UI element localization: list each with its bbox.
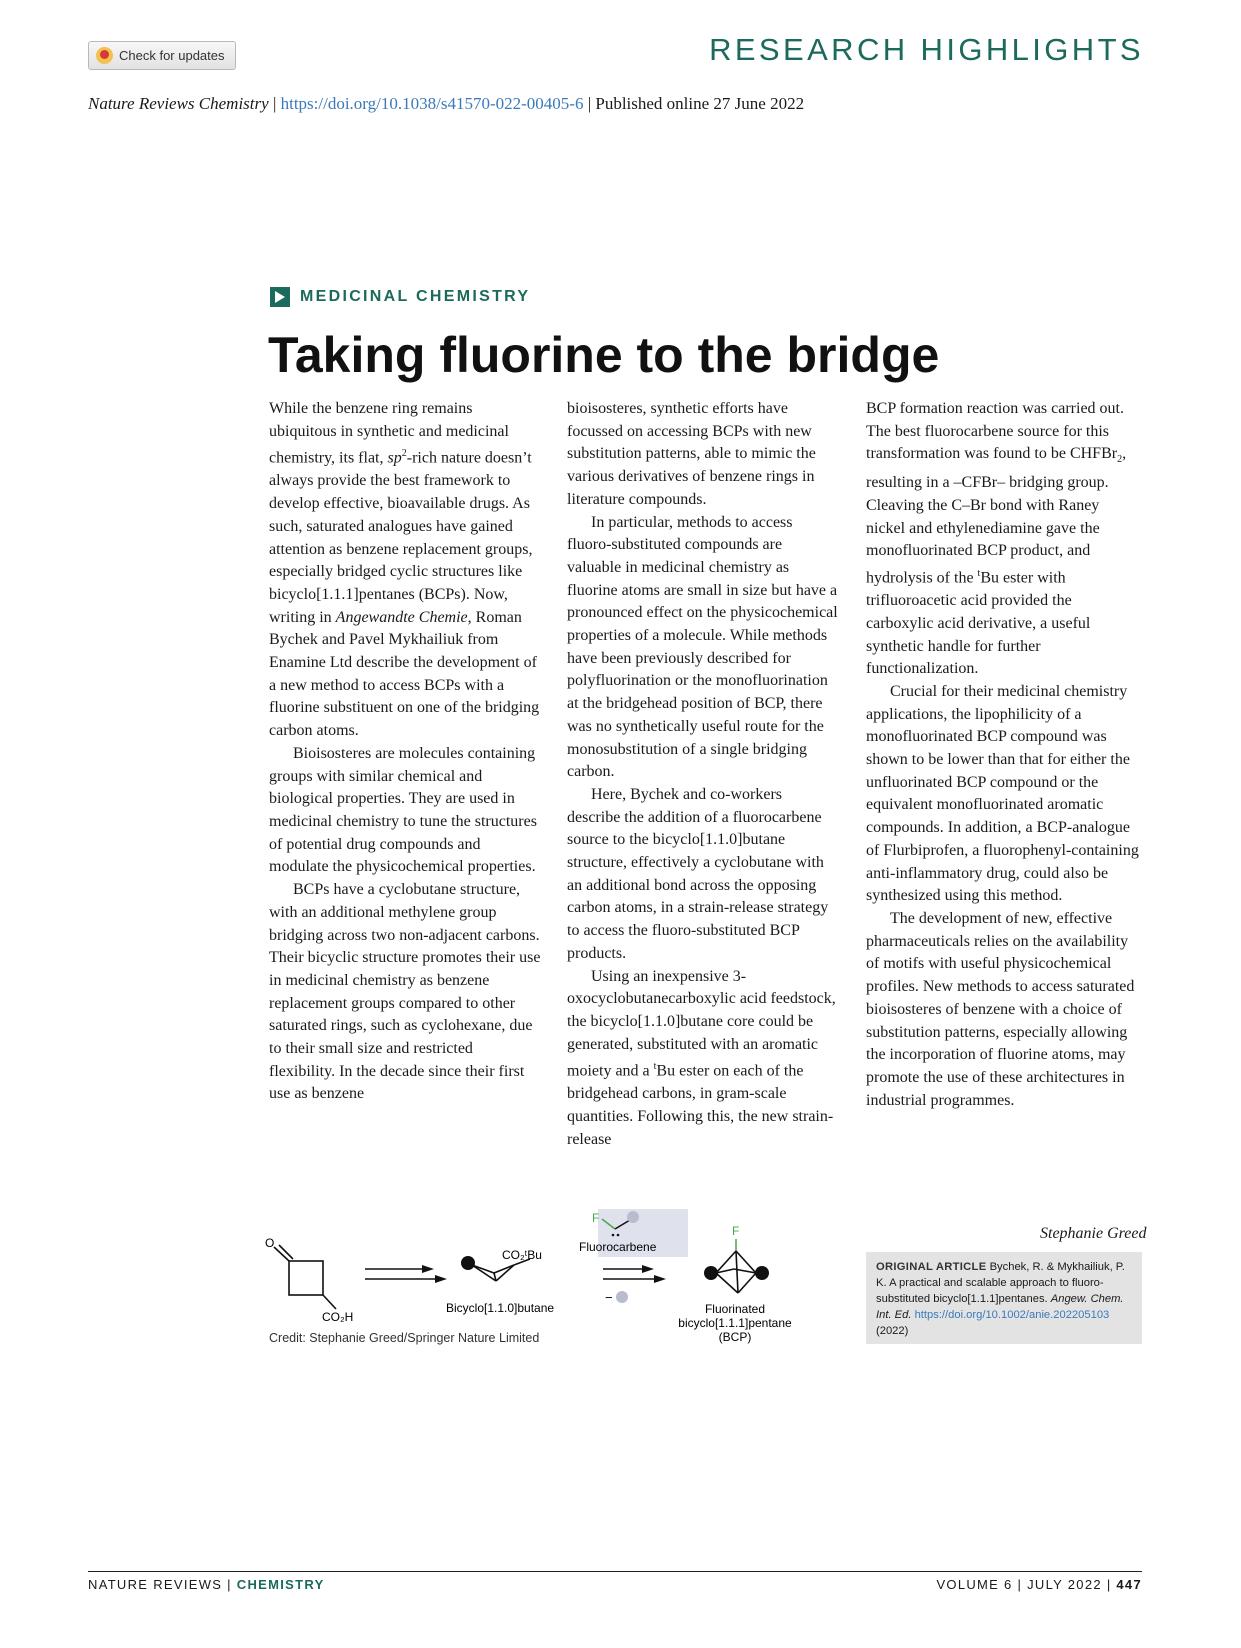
citation-line xyxy=(88,94,804,114)
figure-credit: Credit: Stephanie Greed/Springer Nature Limited xyxy=(269,1331,540,1345)
article-title: Taking fluorine to the bridge xyxy=(268,327,940,383)
doi-link[interactable]: https://doi.org/10.1038/s41570-022-00405-6 xyxy=(280,94,584,113)
paragraph: BCPs have a cyclobutane structure, with an additional methylene group bridging across two non-adjacent carbons. Their bicyclic structure promotes their use in medicinal chemistry as benzene replacement groups compared to other saturated rings, such as cyclohexane, due to their small size and restricted flexibility. In the decade since their first use as benzene xyxy=(269,881,541,1103)
original-article-title: A practical and scalable approach to fluoro-substituted bicyclo[1.1.1]pentanes. xyxy=(876,1277,1104,1305)
arrowhead-1b xyxy=(435,1275,447,1283)
footer-separator: | xyxy=(222,1577,237,1592)
arrow-right-icon xyxy=(270,287,290,307)
original-article-doi-link[interactable]: https://doi.org/10.1002/anie.202205103 xyxy=(914,1309,1110,1321)
carbene-f-bond xyxy=(602,1219,615,1229)
original-article-journal: Angew. Chem. Int. Ed. xyxy=(876,1293,1124,1321)
bicyclobutane-structure xyxy=(472,1259,530,1281)
product-label-line-2: bicyclo[1.1.1]pentane xyxy=(678,1316,792,1330)
lone-pair-dot xyxy=(617,1234,620,1237)
bicyclobutane-label: Bicyclo[1.1.0]butane xyxy=(446,1301,555,1315)
carbene-fluorine-label: F xyxy=(592,1211,600,1225)
product-fluorine-label: F xyxy=(732,1224,740,1238)
section-header: RESEARCH HIGHLIGHTS xyxy=(709,32,1144,67)
arrowhead-2b xyxy=(654,1275,666,1283)
page-number: 447 xyxy=(1116,1577,1142,1592)
product-label-line-1: Fluorinated xyxy=(704,1302,766,1316)
original-article-box xyxy=(866,1252,1142,1344)
separator: | xyxy=(583,94,596,113)
body-column-3 xyxy=(866,398,1142,1112)
removal-sign: − xyxy=(605,1290,613,1305)
check-for-updates-button[interactable] xyxy=(88,41,236,70)
paragraph: bioisosteres, synthetic efforts have focussed on accessing BCPs with new substitution patterns, able to mimic the various derivatives of benzene rings in literature compounds. xyxy=(567,400,816,508)
paragraph: Using an inexpensive 3-oxocyclobutanecarboxylic acid feedstock, the bicyclo[1.1.0]butane core could be generated, substituted with an aromatic moiety and a $^t$Bu ester on each of the bridgehead carbons, in gram-scale quantities. Following this, the new strain-release xyxy=(567,967,836,1148)
journal-name: Nature Reviews Chemistry xyxy=(88,94,269,113)
tert-butyl-ester-label: CO₂ᵗBu xyxy=(502,1248,542,1262)
paragraph: The development of new, effective pharmaceuticals relies on the availability of motifs with useful physicochemical profiles. New methods to access saturated bioisosteres of benzene with a choice of substitution patterns, especially allowing the incorporation of fluorine atoms, may promote the use of these architectures in industrial programmes. xyxy=(866,909,1135,1109)
product-label-line-3: (BCP) xyxy=(718,1330,752,1344)
original-article-year: (2022) xyxy=(876,1325,909,1337)
carbene-substituent-marker xyxy=(627,1211,639,1223)
aryl-group-marker xyxy=(461,1256,475,1270)
removed-group-marker xyxy=(616,1291,628,1303)
body-column-1 xyxy=(269,398,541,1106)
category-label: MEDICINAL CHEMISTRY xyxy=(300,288,531,305)
starting-material-structure xyxy=(274,1245,336,1309)
carbene-c-bond xyxy=(615,1220,630,1229)
paragraph: Here, Bychek and co-workers describe the addition of a fluorocarbene source to the bicyclo[1.1.0]butane structure, effectively a cyclobutane with an additional bond across the opposing carbon atoms, in a strain-release strategy to access the fluoro-substituted BCP products. xyxy=(567,785,829,962)
footer-volume-date: VOLUME 6 | JULY 2022 | xyxy=(936,1577,1117,1592)
published-date: Published online 27 June 2022 xyxy=(595,94,805,113)
paragraph: BCP formation reaction was carried out. The best fluorocarbene source for this transformation was found to be CHFBr$_2$, resulting in a –CFBr– bridging group. Cleaving the C–Br bond with Raney nickel and ethylenediamine gave the monofluorinated BCP product, and hydrolysis of the $^t$Bu ester with trifluoroacetic acid provided the carboxylic acid derivative, a useful synthetic handle for further functionalization. xyxy=(866,400,1127,678)
footer-journal-section: CHEMISTRY xyxy=(236,1577,325,1592)
article-category xyxy=(270,287,530,307)
paragraph: In particular, methods to access fluoro-substituted compounds are valuable in medicinal chemistry as fluorine atoms are small in size but have a pronounced effect on the physicochemical properties of a molecule. While methods have been previously described for polyfluorination or the monofluorination at the bridgehead position of BCP, there was no synthetically useful route for the monosubstitution of a single bridging carbon. xyxy=(567,513,838,781)
paragraph: Bioisosteres are molecules containing groups with similar chemical and biological properties. They are used in medicinal chemistry to tune the structures of potential drug compounds and modulate the physicochemical properties. xyxy=(269,744,537,876)
paragraph: Crucial for their medicinal chemistry applications, the lipophilicity of a monofluorinated BCP compound was shown to be lower than that for either the unfluorinated BCP compound or the equivalent monofluorinated aromatic compounds. In addition, a BCP-analogue of Flurbiprofen, a fluorophenyl-containing anti-inflammatory drug, could also be synthesized using this method. xyxy=(866,682,1139,905)
check-for-updates-label: Check for updates xyxy=(119,48,225,63)
paragraph: While the benzene ring remains ubiquitous in synthetic and medicinal chemistry, its flat, $sp^2$-rich nature doesn’t always provide the best framework to develop effective, bioavailable drugs. As such, saturated analogues have gained attention as benzene replacement groups, especially bridged cyclic structures like bicyclo[1.1.1]pentanes (BCPs). Now, writing in Angewandte Chemie, Roman Bychek and Pavel Mykhailiuk from Enamine Ltd describe the development of a new method to access BCPs with a fluorine substituent on one of the bridging carbon atoms. xyxy=(269,400,540,740)
footer-journal-name: NATURE REVIEWS xyxy=(88,1577,223,1592)
arrowhead-2a xyxy=(642,1265,654,1273)
check-updates-icon xyxy=(96,47,113,64)
body-column-2 xyxy=(567,398,839,1152)
bcp-structure xyxy=(716,1251,756,1293)
bcp-aryl-marker xyxy=(704,1266,718,1280)
article-author: Stephanie Greed xyxy=(1040,1225,1147,1242)
fluorocarbene-label: Fluorocarbene xyxy=(579,1240,657,1254)
carboxylic-acid-label: CO₂H xyxy=(322,1310,354,1324)
footer-journal xyxy=(88,1577,325,1592)
original-article-label: ORIGINAL ARTICLE xyxy=(876,1261,987,1273)
bcp-ester-marker xyxy=(755,1266,769,1280)
footer-divider xyxy=(88,1571,1142,1572)
footer-issue xyxy=(936,1577,1142,1592)
oxygen-label: O xyxy=(265,1236,275,1250)
original-article-authors: Bychek, R. & Mykhailiuk, P. K. xyxy=(876,1261,1125,1289)
separator: | xyxy=(268,94,281,113)
arrowhead-1a xyxy=(422,1265,434,1273)
lone-pair-dot xyxy=(612,1234,615,1237)
